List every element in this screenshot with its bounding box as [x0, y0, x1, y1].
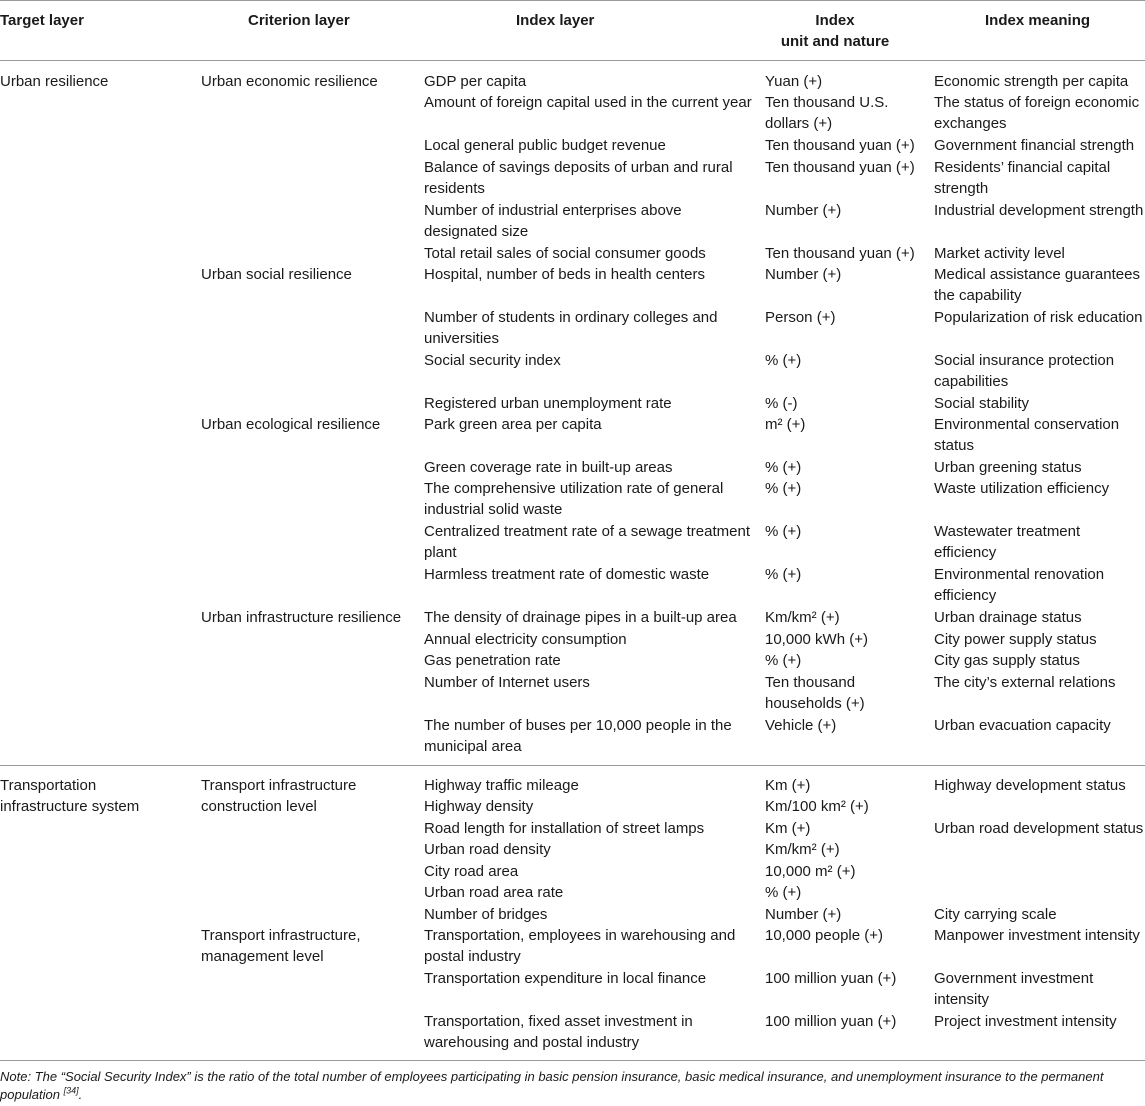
- index-cell: Amount of foreign capital used in the current year: [424, 94, 752, 111]
- meaning-cell: City gas supply status: [934, 652, 1080, 669]
- index-cell: Harmless treatment rate of domestic waste: [424, 566, 710, 583]
- meaning-cell: Environmental renovation efficiency: [934, 566, 1105, 605]
- header-index-layer: Index layer: [516, 12, 595, 29]
- index-cell: Social security index: [424, 352, 561, 369]
- header-index-meaning: Index meaning: [985, 12, 1091, 29]
- meaning-cell: Manpower investment intensity: [934, 927, 1140, 944]
- index-cell: Transportation, employees in warehousing and postal industry: [424, 927, 736, 966]
- index-cell: Highway traffic mileage: [424, 777, 579, 794]
- criterion-transport-management: Transport infrastructure, management level: [201, 927, 361, 966]
- unit-cell: 10,000 people (+): [765, 927, 884, 944]
- unit-cell: Vehicle (+): [765, 717, 837, 734]
- unit-cell: Number (+): [765, 202, 842, 219]
- unit-cell: Yuan (+): [765, 73, 823, 90]
- header-index-unit: Index unit and nature: [780, 12, 890, 50]
- unit-cell: % (+): [765, 480, 802, 497]
- index-cell: Number of industrial enterprises above designated size: [424, 202, 682, 241]
- meaning-cell: Wastewater treatment efficiency: [934, 523, 1081, 562]
- unit-cell: Number (+): [765, 266, 842, 283]
- meaning-cell: Residents’ financial capital strength: [934, 159, 1111, 198]
- unit-cell: Ten thousand yuan (+): [765, 137, 915, 154]
- meaning-cell: City carrying scale: [934, 906, 1057, 923]
- unit-cell: 10,000 kWh (+): [765, 631, 868, 648]
- unit-cell: m² (+): [765, 416, 806, 433]
- header-bottom-rule: [0, 60, 1145, 61]
- index-cell: Road length for installation of street lamps: [424, 820, 705, 837]
- meaning-cell: Urban greening status: [934, 459, 1082, 476]
- index-cell: Green coverage rate in built-up areas: [424, 459, 673, 476]
- index-cell: Number of bridges: [424, 906, 548, 923]
- criterion-social: Urban social resilience: [201, 266, 352, 283]
- unit-cell: % (+): [765, 352, 802, 369]
- index-cell: Local general public budget revenue: [424, 137, 666, 154]
- index-cell: The density of drainage pipes in a built-up area: [424, 609, 737, 626]
- meaning-cell: Government financial strength: [934, 137, 1135, 154]
- index-cell: Balance of savings deposits of urban and rural residents: [424, 159, 733, 198]
- unit-cell: % (+): [765, 652, 802, 669]
- unit-cell: Ten thousand yuan (+): [765, 245, 915, 262]
- index-cell: Centralized treatment rate of a sewage treatment plant: [424, 523, 751, 562]
- meaning-cell: City power supply status: [934, 631, 1097, 648]
- criterion-economic: Urban economic resilience: [201, 73, 378, 90]
- target-urban-resilience: Urban resilience: [0, 73, 109, 90]
- index-cell: Number of Internet users: [424, 674, 590, 691]
- index-cell: Urban road density: [424, 841, 551, 858]
- note-end: .: [78, 1087, 83, 1102]
- header-target-layer: Target layer: [0, 12, 84, 29]
- meaning-cell: Economic strength per capita: [934, 73, 1129, 90]
- unit-cell: 100 million yuan (+): [765, 970, 897, 987]
- index-cell: GDP per capita: [424, 73, 527, 90]
- index-cell: The number of buses per 10,000 people in the municipal area: [424, 717, 732, 756]
- table-note: [0, 1068, 1140, 1104]
- unit-cell: Ten thousand households (+): [765, 674, 865, 713]
- meaning-cell: Market activity level: [934, 245, 1065, 262]
- criterion-infrastructure: Urban infrastructure resilience: [201, 609, 402, 626]
- index-cell: Highway density: [424, 798, 534, 815]
- meaning-cell: The status of foreign economic exchanges: [934, 94, 1140, 133]
- meaning-cell: Urban road development status: [934, 820, 1144, 837]
- index-cell: Gas penetration rate: [424, 652, 561, 669]
- unit-cell: Person (+): [765, 309, 836, 326]
- unit-cell: Km (+): [765, 777, 811, 794]
- index-cell: Total retail sales of social consumer goods: [424, 245, 706, 262]
- criterion-transport-construction: Transport infrastructure construction level: [201, 777, 357, 816]
- unit-cell: % (-): [765, 395, 798, 412]
- unit-cell: Ten thousand yuan (+): [765, 159, 915, 176]
- meaning-cell: Government investment intensity: [934, 970, 1094, 1009]
- meaning-cell: Urban evacuation capacity: [934, 717, 1111, 734]
- header-top-rule: [0, 0, 1145, 1]
- unit-cell: Km (+): [765, 820, 811, 837]
- unit-cell: % (+): [765, 884, 802, 901]
- meaning-cell: Social insurance protection capabilities: [934, 352, 1115, 391]
- note-reference: [34]: [63, 1085, 79, 1096]
- index-cell: The comprehensive utilization rate of general industrial solid waste: [424, 480, 724, 519]
- criterion-ecological: Urban ecological resilience: [201, 416, 381, 433]
- unit-cell: % (+): [765, 523, 802, 540]
- unit-cell: Ten thousand U.S. dollars (+): [765, 94, 889, 133]
- index-cell: Park green area per capita: [424, 416, 602, 433]
- note-text: Note: The “Social Security Index” is the ratio of the total number of employees participating in basic pension insurance, basic medical insurance, and unemployment insurance to the permanent population: [0, 1069, 1104, 1102]
- meaning-cell: Social stability: [934, 395, 1030, 412]
- meaning-cell: Industrial development strength: [934, 202, 1144, 219]
- table-bottom-rule: [0, 1060, 1145, 1061]
- unit-cell: Km/km² (+): [765, 609, 840, 626]
- meaning-cell: Environmental conservation status: [934, 416, 1120, 455]
- meaning-cell: The city’s external relations: [934, 674, 1116, 691]
- index-cell: City road area: [424, 863, 519, 880]
- unit-cell: Km/km² (+): [765, 841, 840, 858]
- unit-cell: Km/100 km² (+): [765, 798, 869, 815]
- header-criterion-layer: Criterion layer: [248, 12, 350, 29]
- meaning-cell: Highway development status: [934, 777, 1126, 794]
- unit-cell: % (+): [765, 566, 802, 583]
- index-cell: Number of students in ordinary colleges and universities: [424, 309, 718, 348]
- meaning-cell: Waste utilization efficiency: [934, 480, 1110, 497]
- section-divider-rule: [0, 765, 1145, 766]
- unit-cell: Number (+): [765, 906, 842, 923]
- unit-cell: 100 million yuan (+): [765, 1013, 897, 1030]
- index-cell: Hospital, number of beds in health centers: [424, 266, 705, 283]
- unit-cell: % (+): [765, 459, 802, 476]
- index-cell: Urban road area rate: [424, 884, 564, 901]
- index-cell: Transportation, fixed asset investment in warehousing and postal industry: [424, 1013, 693, 1052]
- unit-cell: 10,000 m² (+): [765, 863, 856, 880]
- target-transportation-system: Transportation infrastructure system: [0, 777, 140, 816]
- index-cell: Transportation expenditure in local finance: [424, 970, 707, 987]
- meaning-cell: Popularization of risk education: [934, 309, 1143, 326]
- index-cell: Registered urban unemployment rate: [424, 395, 672, 412]
- meaning-cell: Urban drainage status: [934, 609, 1082, 626]
- meaning-cell: Medical assistance guarantees the capability: [934, 266, 1140, 305]
- meaning-cell: Project investment intensity: [934, 1013, 1117, 1030]
- index-cell: Annual electricity consumption: [424, 631, 627, 648]
